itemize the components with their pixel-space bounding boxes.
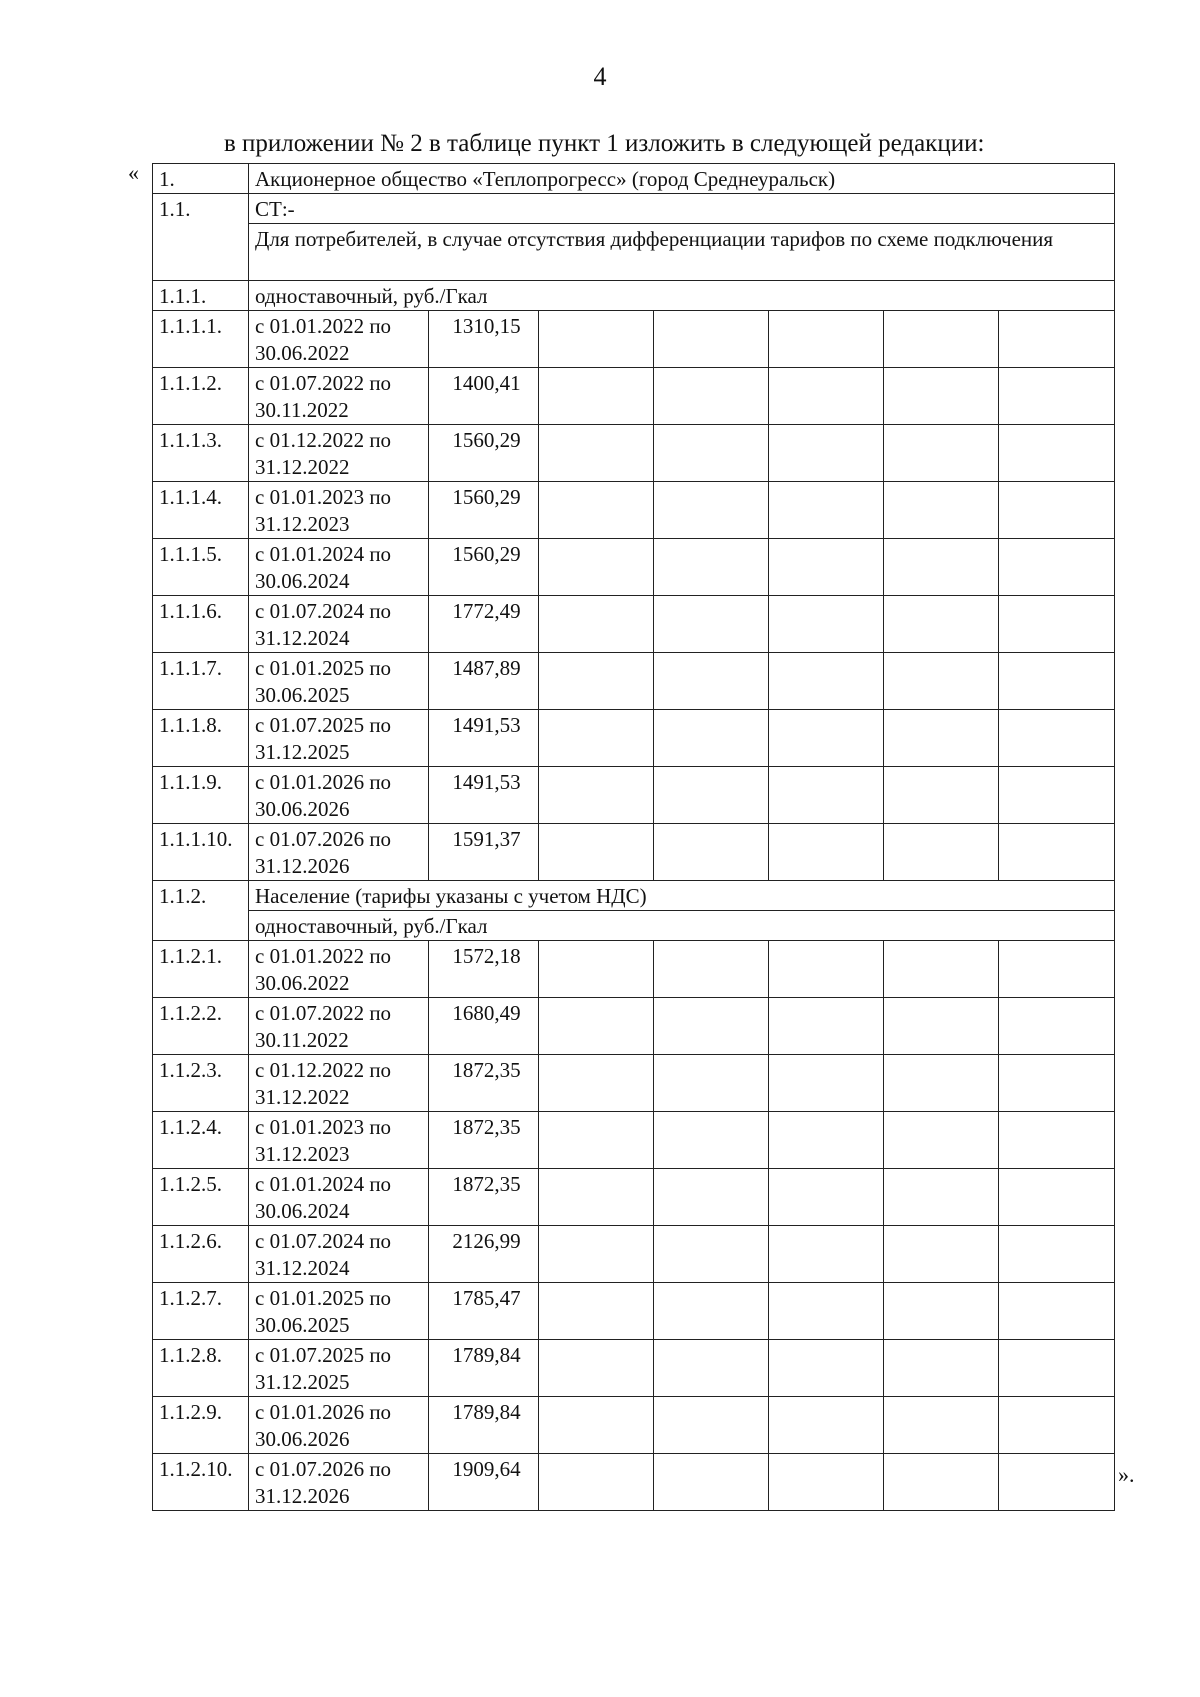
empty-cell xyxy=(884,1454,999,1511)
row-code: 1.1.1.7. xyxy=(153,653,249,710)
period-end: 30.06.2022 xyxy=(255,971,350,995)
consumers-note: Для потребителей, в случае отсутствия дифференциации тарифов по схеме подключения xyxy=(249,224,1115,281)
empty-cell xyxy=(884,1397,999,1454)
table-row xyxy=(153,1454,1115,1511)
period-start: с 01.07.2026 по xyxy=(255,827,392,851)
period-end: 30.06.2024 xyxy=(255,569,350,593)
empty-cell xyxy=(769,482,884,539)
empty-cell xyxy=(884,368,999,425)
empty-cell xyxy=(884,1340,999,1397)
period-start: с 01.01.2023 по xyxy=(255,1115,392,1139)
empty-cell xyxy=(654,1283,769,1340)
row-tariff-value: 1310,15 xyxy=(429,311,539,368)
empty-cell xyxy=(884,1055,999,1112)
row-period xyxy=(249,311,429,368)
empty-cell xyxy=(769,998,884,1055)
row-period xyxy=(249,539,429,596)
table-row xyxy=(153,1397,1115,1454)
empty-cell xyxy=(884,653,999,710)
section-2-header-row xyxy=(153,881,1115,911)
st-row xyxy=(153,194,1115,224)
consumers-note-row xyxy=(153,224,1115,281)
row-code: 1.1.2.7. xyxy=(153,1283,249,1340)
empty-cell xyxy=(999,710,1115,767)
row-period xyxy=(249,653,429,710)
period-start: с 01.01.2026 по xyxy=(255,1400,392,1424)
empty-cell xyxy=(539,998,654,1055)
empty-cell xyxy=(884,539,999,596)
empty-cell xyxy=(999,482,1115,539)
row-tariff-value: 1680,49 xyxy=(429,998,539,1055)
period-end: 31.12.2025 xyxy=(255,740,350,764)
period-start: с 01.01.2024 по xyxy=(255,542,392,566)
empty-cell xyxy=(539,311,654,368)
period-end: 31.12.2024 xyxy=(255,626,350,650)
empty-cell xyxy=(539,767,654,824)
empty-cell xyxy=(539,482,654,539)
empty-cell xyxy=(654,1055,769,1112)
table-row xyxy=(153,1283,1115,1340)
empty-cell xyxy=(769,1454,884,1511)
empty-cell xyxy=(654,824,769,881)
row-code: 1.1.2.4. xyxy=(153,1112,249,1169)
period-start: с 01.07.2022 по xyxy=(255,371,392,395)
empty-cell xyxy=(999,1055,1115,1112)
empty-cell xyxy=(884,482,999,539)
empty-cell xyxy=(999,1112,1115,1169)
period-end: 30.11.2022 xyxy=(255,398,349,422)
section-1-code: 1.1.1. xyxy=(153,281,249,311)
empty-cell xyxy=(654,1169,769,1226)
table-row xyxy=(153,824,1115,881)
table-row xyxy=(153,596,1115,653)
row-code: 1.1.2.5. xyxy=(153,1169,249,1226)
empty-cell xyxy=(884,998,999,1055)
period-end: 30.06.2024 xyxy=(255,1199,350,1223)
empty-cell xyxy=(654,539,769,596)
row-code: 1.1.1.3. xyxy=(153,425,249,482)
section-2-subheader-row xyxy=(153,911,1115,941)
empty-cell xyxy=(654,368,769,425)
empty-cell xyxy=(769,425,884,482)
empty-cell xyxy=(999,425,1115,482)
empty-cell xyxy=(539,710,654,767)
row-code: 1.1.1.10. xyxy=(153,824,249,881)
row-tariff-value: 1560,29 xyxy=(429,425,539,482)
empty-cell xyxy=(999,368,1115,425)
empty-cell xyxy=(654,1340,769,1397)
row-tariff-value: 1491,53 xyxy=(429,767,539,824)
period-start: с 01.01.2022 по xyxy=(255,944,392,968)
table-row xyxy=(153,1340,1115,1397)
row-tariff-value: 1487,89 xyxy=(429,653,539,710)
empty-cell xyxy=(769,596,884,653)
empty-cell xyxy=(884,1283,999,1340)
empty-cell xyxy=(769,824,884,881)
empty-cell xyxy=(999,1169,1115,1226)
empty-cell xyxy=(884,311,999,368)
empty-cell xyxy=(769,1340,884,1397)
section-2-sublabel: одноставочный, руб./Гкал xyxy=(249,911,1115,941)
empty-cell xyxy=(884,1226,999,1283)
period-end: 30.06.2026 xyxy=(255,1427,350,1451)
table-row xyxy=(153,653,1115,710)
row-code: 1.1.1.5. xyxy=(153,539,249,596)
empty-cell xyxy=(769,539,884,596)
table-row xyxy=(153,539,1115,596)
empty-cell xyxy=(539,539,654,596)
opening-quote: « xyxy=(128,160,139,185)
st-code: 1.1. xyxy=(153,194,249,281)
row-code: 1.1.2.2. xyxy=(153,998,249,1055)
empty-cell xyxy=(999,596,1115,653)
period-end: 31.12.2022 xyxy=(255,1085,350,1109)
st-label: СТ:- xyxy=(249,194,1115,224)
row-code: 1.1.2.9. xyxy=(153,1397,249,1454)
empty-cell xyxy=(769,1112,884,1169)
empty-cell xyxy=(999,653,1115,710)
table-row xyxy=(153,311,1115,368)
section-1-header-row xyxy=(153,281,1115,311)
period-start: с 01.12.2022 по xyxy=(255,428,392,452)
empty-cell xyxy=(654,941,769,998)
empty-cell xyxy=(654,710,769,767)
period-start: с 01.07.2025 по xyxy=(255,713,392,737)
period-end: 31.12.2026 xyxy=(255,854,350,878)
period-end: 30.06.2026 xyxy=(255,797,350,821)
table-row xyxy=(153,1055,1115,1112)
section-2-code: 1.1.2. xyxy=(153,881,249,941)
empty-cell xyxy=(769,1397,884,1454)
empty-cell xyxy=(999,767,1115,824)
empty-cell xyxy=(539,596,654,653)
table-row xyxy=(153,1169,1115,1226)
row-tariff-value: 1560,29 xyxy=(429,482,539,539)
empty-cell xyxy=(539,1169,654,1226)
empty-cell xyxy=(999,941,1115,998)
empty-cell xyxy=(769,767,884,824)
row-tariff-value: 2126,99 xyxy=(429,1226,539,1283)
row-tariff-value: 1789,84 xyxy=(429,1397,539,1454)
empty-cell xyxy=(769,710,884,767)
empty-cell xyxy=(884,425,999,482)
empty-cell xyxy=(999,1397,1115,1454)
section-2-label: Население (тарифы указаны с учетом НДС) xyxy=(249,881,1115,911)
table-row xyxy=(153,710,1115,767)
row-period xyxy=(249,824,429,881)
table-row xyxy=(153,998,1115,1055)
row-tariff-value: 1785,47 xyxy=(429,1283,539,1340)
row-code: 1.1.2.10. xyxy=(153,1454,249,1511)
row-period xyxy=(249,1169,429,1226)
empty-cell xyxy=(999,539,1115,596)
empty-cell xyxy=(999,1454,1115,1511)
empty-cell xyxy=(769,368,884,425)
row-period xyxy=(249,368,429,425)
row-period xyxy=(249,1226,429,1283)
empty-cell xyxy=(654,1226,769,1283)
row-period xyxy=(249,1112,429,1169)
period-start: с 01.01.2022 по xyxy=(255,314,392,338)
table-row xyxy=(153,941,1115,998)
row-code: 1.1.1.9. xyxy=(153,767,249,824)
row-tariff-value: 1909,64 xyxy=(429,1454,539,1511)
empty-cell xyxy=(999,311,1115,368)
row-period xyxy=(249,1283,429,1340)
empty-cell xyxy=(654,653,769,710)
tariff-table-body xyxy=(153,164,1115,1511)
empty-cell xyxy=(539,425,654,482)
empty-cell xyxy=(539,941,654,998)
row-tariff-value: 1872,35 xyxy=(429,1169,539,1226)
org-header-row xyxy=(153,164,1115,194)
row-code: 1.1.2.1. xyxy=(153,941,249,998)
row-code: 1.1.1.4. xyxy=(153,482,249,539)
period-start: с 01.07.2025 по xyxy=(255,1343,392,1367)
period-end: 31.12.2023 xyxy=(255,1142,350,1166)
period-end: 31.12.2025 xyxy=(255,1370,350,1394)
empty-cell xyxy=(539,1454,654,1511)
empty-cell xyxy=(884,1169,999,1226)
empty-cell xyxy=(769,941,884,998)
period-end: 30.11.2022 xyxy=(255,1028,349,1052)
row-tariff-value: 1572,18 xyxy=(429,941,539,998)
empty-cell xyxy=(539,653,654,710)
row-tariff-value: 1591,37 xyxy=(429,824,539,881)
row-code: 1.1.1.8. xyxy=(153,710,249,767)
period-end: 30.06.2022 xyxy=(255,341,350,365)
intro-text: в приложении № 2 в таблице пункт 1 изложить в следующей редакции: xyxy=(224,130,985,157)
period-end: 31.12.2023 xyxy=(255,512,350,536)
period-end: 31.12.2026 xyxy=(255,1484,350,1508)
empty-cell xyxy=(769,1226,884,1283)
period-start: с 01.12.2022 по xyxy=(255,1058,392,1082)
empty-cell xyxy=(539,368,654,425)
empty-cell xyxy=(884,596,999,653)
period-start: с 01.01.2023 по xyxy=(255,485,392,509)
row-tariff-value: 1872,35 xyxy=(429,1112,539,1169)
row-period xyxy=(249,1055,429,1112)
row-period xyxy=(249,596,429,653)
row-tariff-value: 1772,49 xyxy=(429,596,539,653)
table-row xyxy=(153,482,1115,539)
empty-cell xyxy=(654,1397,769,1454)
org-code: 1. xyxy=(153,164,249,194)
row-code: 1.1.1.1. xyxy=(153,311,249,368)
row-period xyxy=(249,482,429,539)
empty-cell xyxy=(769,311,884,368)
tariff-table xyxy=(152,163,1115,1511)
row-tariff-value: 1560,29 xyxy=(429,539,539,596)
empty-cell xyxy=(999,998,1115,1055)
period-end: 30.06.2025 xyxy=(255,683,350,707)
row-tariff-value: 1400,41 xyxy=(429,368,539,425)
row-period xyxy=(249,767,429,824)
period-start: с 01.07.2024 по xyxy=(255,1229,392,1253)
page-number: 4 xyxy=(593,62,607,91)
empty-cell xyxy=(654,998,769,1055)
period-start: с 01.01.2024 по xyxy=(255,1172,392,1196)
period-start: с 01.01.2026 по xyxy=(255,770,392,794)
empty-cell xyxy=(884,941,999,998)
empty-cell xyxy=(654,425,769,482)
empty-cell xyxy=(769,1283,884,1340)
empty-cell xyxy=(654,1112,769,1169)
empty-cell xyxy=(654,1454,769,1511)
empty-cell xyxy=(654,482,769,539)
table-row xyxy=(153,767,1115,824)
row-period xyxy=(249,998,429,1055)
period-start: с 01.01.2025 по xyxy=(255,1286,392,1310)
row-period xyxy=(249,1340,429,1397)
period-start: с 01.07.2024 по xyxy=(255,599,392,623)
empty-cell xyxy=(654,311,769,368)
empty-cell xyxy=(539,1340,654,1397)
empty-cell xyxy=(999,824,1115,881)
table-row xyxy=(153,368,1115,425)
row-code: 1.1.2.6. xyxy=(153,1226,249,1283)
row-tariff-value: 1789,84 xyxy=(429,1340,539,1397)
empty-cell xyxy=(884,710,999,767)
empty-cell xyxy=(654,767,769,824)
period-end: 31.12.2024 xyxy=(255,1256,350,1280)
period-start: с 01.01.2025 по xyxy=(255,656,392,680)
table-row xyxy=(153,1112,1115,1169)
empty-cell xyxy=(539,824,654,881)
empty-cell xyxy=(654,596,769,653)
empty-cell xyxy=(884,767,999,824)
empty-cell xyxy=(769,653,884,710)
table-row xyxy=(153,425,1115,482)
empty-cell xyxy=(884,1112,999,1169)
period-end: 30.06.2025 xyxy=(255,1313,350,1337)
empty-cell xyxy=(999,1283,1115,1340)
empty-cell xyxy=(539,1283,654,1340)
empty-cell xyxy=(884,824,999,881)
empty-cell xyxy=(539,1112,654,1169)
closing-quote: ». xyxy=(1118,1462,1135,1487)
empty-cell xyxy=(999,1226,1115,1283)
empty-cell xyxy=(769,1055,884,1112)
empty-cell xyxy=(539,1226,654,1283)
section-1-label: одноставочный, руб./Гкал xyxy=(249,281,1115,311)
org-name: Акционерное общество «Теплопрогресс» (город Среднеуральск) xyxy=(249,164,1115,194)
empty-cell xyxy=(999,1340,1115,1397)
empty-cell xyxy=(769,1169,884,1226)
table-row xyxy=(153,1226,1115,1283)
row-period xyxy=(249,941,429,998)
period-start: с 01.07.2026 по xyxy=(255,1457,392,1481)
row-code: 1.1.1.2. xyxy=(153,368,249,425)
row-tariff-value: 1872,35 xyxy=(429,1055,539,1112)
row-code: 1.1.2.8. xyxy=(153,1340,249,1397)
row-period xyxy=(249,1454,429,1511)
row-period xyxy=(249,710,429,767)
row-code: 1.1.2.3. xyxy=(153,1055,249,1112)
row-code: 1.1.1.6. xyxy=(153,596,249,653)
period-end: 31.12.2022 xyxy=(255,455,350,479)
period-start: с 01.07.2022 по xyxy=(255,1001,392,1025)
row-period xyxy=(249,1397,429,1454)
empty-cell xyxy=(539,1055,654,1112)
row-tariff-value: 1491,53 xyxy=(429,710,539,767)
empty-cell xyxy=(539,1397,654,1454)
row-period xyxy=(249,425,429,482)
